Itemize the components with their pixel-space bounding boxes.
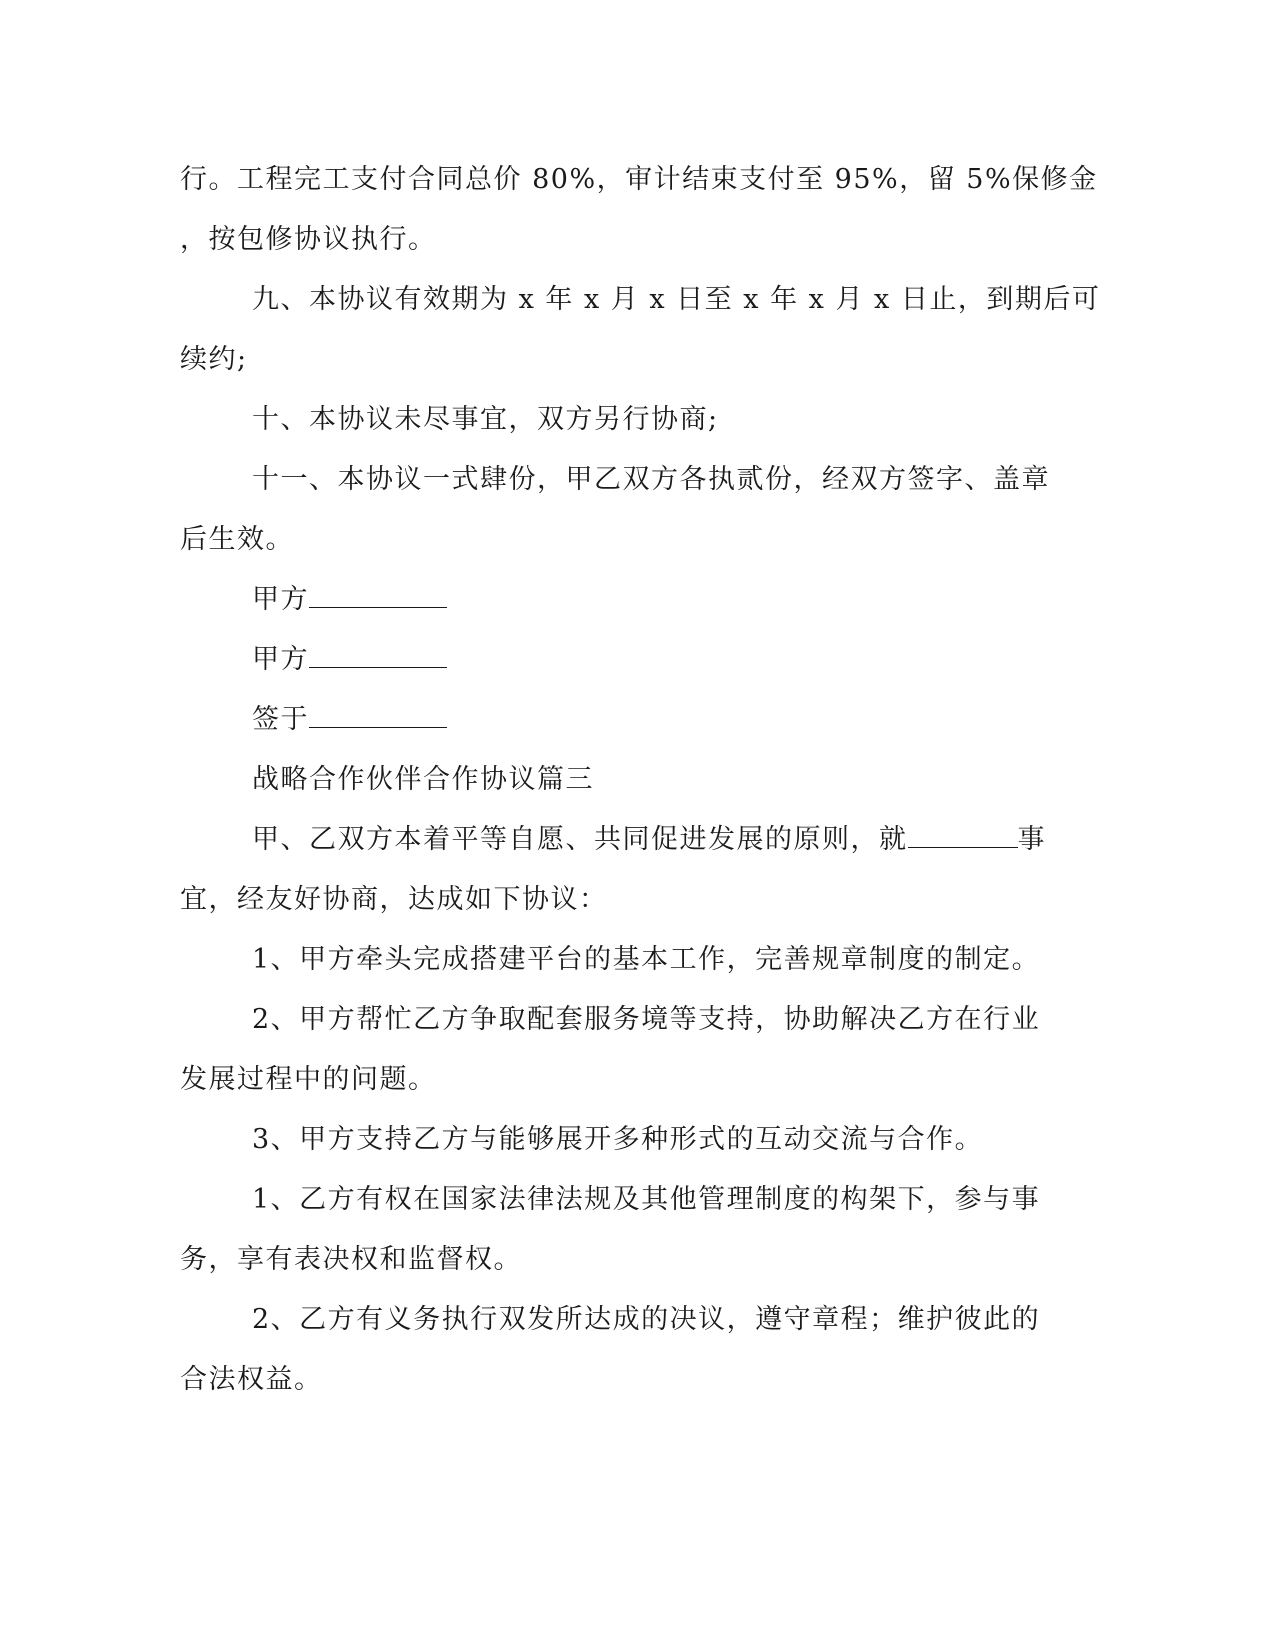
clause-line: 务，享有表决权和监督权。 xyxy=(180,1244,522,1275)
document-page xyxy=(180,150,1101,1410)
signature-label: 甲方 xyxy=(252,584,309,615)
paragraph-line: ，按包修协议执行。 xyxy=(180,224,437,255)
clause-line: 2、乙方有义务执行双发所达成的决议，遵守章程；维护彼此的 xyxy=(252,1304,1041,1335)
clause-line: 合法权益。 xyxy=(180,1364,323,1395)
intro-blank xyxy=(908,823,1018,848)
paragraph-line: 行。工程完工支付合同总价 80%，审计结束支付至 95%，留 5%保修金 xyxy=(180,164,1098,195)
contract-text-block xyxy=(180,150,1101,570)
clause-line: 1、甲方牵头完成搭建平台的基本工作，完善规章制度的制定。 xyxy=(252,944,1041,975)
signature-line-signed-at xyxy=(180,690,1050,750)
paragraph-line: 十、本协议未尽事宜，双方另行协商; xyxy=(252,404,719,435)
paragraph-line: 后生效。 xyxy=(180,524,294,555)
signature-blank xyxy=(309,583,447,608)
signature-block xyxy=(180,570,1050,750)
intro-continuation: 宜，经友好协商，达成如下协议： xyxy=(180,884,608,915)
signature-line-party-a-2 xyxy=(180,630,1050,690)
clause-line: 发展过程中的问题。 xyxy=(180,1064,437,1095)
clause-list xyxy=(180,930,1050,1410)
clause-line: 1、乙方有权在国家法律法规及其他管理制度的构架下，参与事 xyxy=(252,1184,1041,1215)
signature-label: 甲方 xyxy=(252,644,309,675)
section-title: 战略合作伙伴合作协议篇三 xyxy=(252,764,594,795)
intro-text-before: 甲、乙双方本着平等自愿、共同促进发展的原则，就 xyxy=(252,824,908,855)
paragraph-line: 九、本协议有效期为 x 年 x 月 x 日至 x 年 x 月 x 日止，到期后可 xyxy=(252,284,1101,315)
paragraph-line: 十一、本协议一式肆份，甲乙双方各执贰份，经双方签字、盖章 xyxy=(252,464,1050,495)
signature-blank xyxy=(309,643,447,668)
signature-line-party-a xyxy=(180,570,1050,630)
intro-line xyxy=(180,810,1050,870)
clause-line: 2、甲方帮忙乙方争取配套服务境等支持，协助解决乙方在行业 xyxy=(252,1004,1041,1035)
clause-line: 3、甲方支持乙方与能够展开多种形式的互动交流与合作。 xyxy=(252,1124,984,1155)
paragraph-line: 续约; xyxy=(180,344,248,375)
signature-label: 签于 xyxy=(252,704,309,735)
agreement-intro xyxy=(180,810,1050,930)
intro-text-after: 事 xyxy=(1017,824,1046,855)
signature-blank xyxy=(309,703,447,728)
